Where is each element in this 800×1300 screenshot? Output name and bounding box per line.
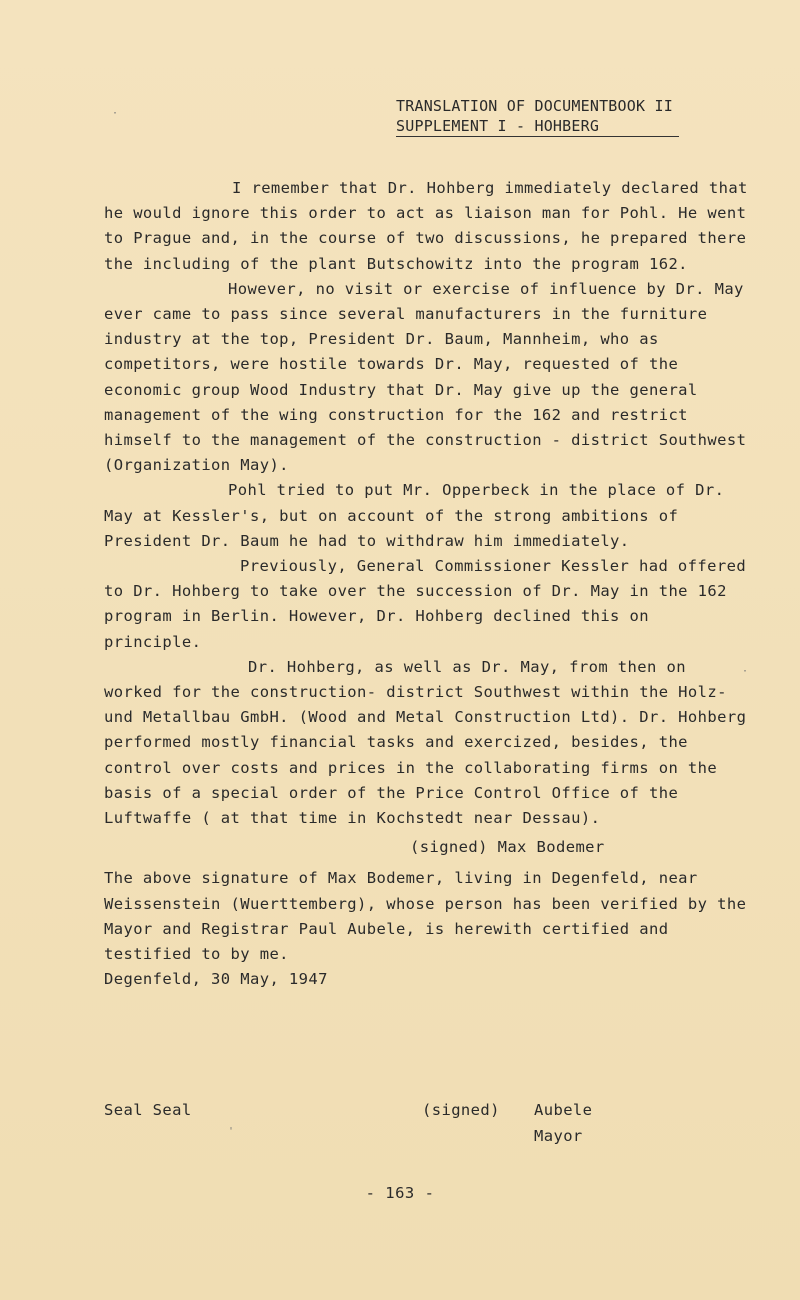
margin-dot: · <box>742 666 749 677</box>
document-header <box>396 96 679 137</box>
header-subtitle: SUPPLEMENT I - HOHBERG <box>396 116 679 137</box>
margin-dot: ' <box>228 1126 235 1137</box>
paragraph-4: Previously, General Commissioner Kessler had offered to Dr. Hohberg to take over the succession of Dr. May in the 162 program in Berlin. However, Dr. Hohberg declined this on principle. <box>104 557 747 651</box>
seal-label: Seal Seal <box>104 1101 192 1119</box>
paragraph-2: However, no visit or exercise of influence by Dr. May ever came to pass since several manufacturers in the furniture industry at the top, President Dr. Baum, Mannheim, who as competitors, were hostile towards Dr. May, requested of the economic group Wood Industry that Dr. May give up the general management of the wing construction for the 162 and restrict himself to the management of the construction - district Southwest (Organization May). <box>104 279 747 475</box>
paragraph-3: Pohl tried to put Mr. Opperbeck in the place of Dr. May at Kessler's, but on account of the strong ambitions of President Dr. Baum he had to withdraw him immediately. <box>104 481 725 550</box>
document-body <box>104 176 754 993</box>
certification-paragraph: The above signature of Max Bodemer, living in Degenfeld, near Weissenstein (Wuerttemberg), whose person has been verified by the Mayor and Registrar Paul Aubele, is herewith certified and testified to by me. <box>104 869 747 964</box>
page-number: - 163 - <box>365 1184 435 1202</box>
signed-label: (signed) <box>422 1101 500 1119</box>
margin-dot: · <box>112 108 119 119</box>
paragraph-1: I remember that Dr. Hohberg immediately declared that he would ignore this order to act as liaison man for Pohl. He went to Prague and, in the course of two discussions, he prepared there the including of the plant Butschowitz into the program 162. <box>104 179 748 273</box>
place-date: Degenfeld, 30 May, 1947 <box>104 970 328 989</box>
signature-bodemer: (signed) Max Bodemer <box>410 838 605 857</box>
signer-name: Aubele <box>534 1101 593 1119</box>
signer-title: Mayor <box>534 1127 583 1145</box>
paragraph-5: Dr. Hohberg, as well as Dr. May, from then on worked for the construction- district Southwest within the Holz-und Metallbau GmbH. (Wood and Metal Construction Ltd). Dr. Hohberg performed mostly financial tasks and exercized, besides, the control over costs and prices in the collaborating firms on the basis of a special order of the Price Control Office of the Luftwaffe ( at that time in Kochstedt near Dessau). <box>104 657 747 828</box>
header-title: TRANSLATION OF DOCUMENTBOOK II <box>396 97 673 115</box>
